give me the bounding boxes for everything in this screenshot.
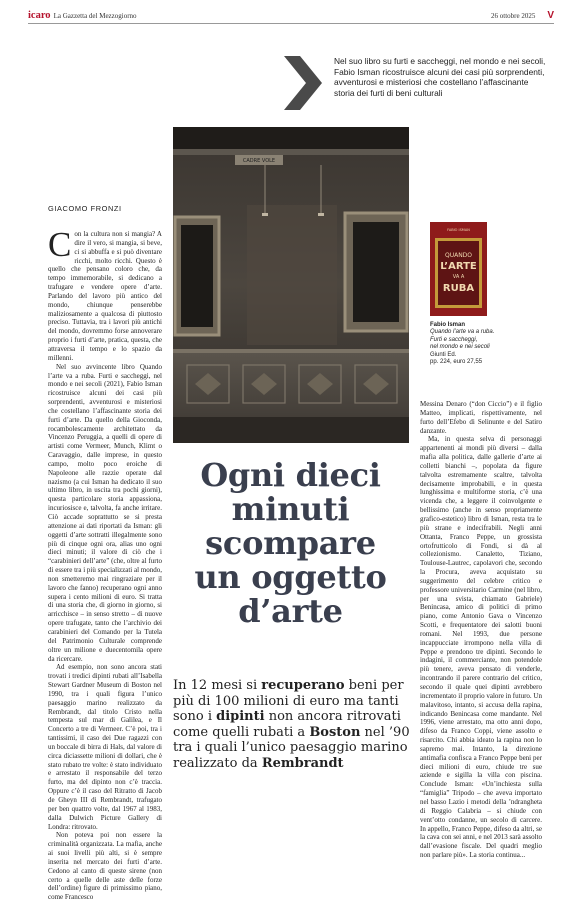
caption-publisher: Giunti Ed. (430, 351, 457, 358)
body-paragraph: Con la cultura non si mangia? A dire il vero, si mangia, si beve, ci si abbuffa e si può diventare ricchi, molto ricchi. Questo è quello che pensano coloro che, da tempo immemorabile, si dedicano a trafugare e vendere opere d’arte. Parlando del lavoro più antico del mondo, chiunque penserebbe maliziosamente a qualcosa di piuttosto preciso. Tuttavia, tra i lavori più antichi del mondo, dovremmo forse annoverare proprio i furti d’arte, pratica, questa, che attraversa il tempo e lo spazio da millenni. (48, 225, 162, 362)
body-column-3 (420, 400, 542, 860)
svg-text:VA A: VA A (452, 274, 465, 280)
standfirst: Nel suo libro su furti e saccheggi, nel mondo e nei secoli, Fabio Isman ricostruisce alcuni dei casi più sorprendenti, avventurosi e misteriosi che costellano l’affascinante storia dei furti di beni culturali (334, 56, 546, 98)
svg-text:QUANDO: QUANDO (444, 252, 473, 259)
svg-text:FABIO ISMAN: FABIO ISMAN (447, 228, 470, 232)
newspaper-logo: icaro (28, 10, 51, 21)
headline-line: scompare (205, 524, 376, 562)
book-caption (430, 322, 520, 366)
chevron-right-icon (284, 56, 322, 110)
headline-line: Ogni dieci (200, 456, 381, 494)
headline-line: d’arte (238, 592, 343, 630)
headline-line: un oggetto (194, 558, 387, 596)
page-header (28, 8, 554, 24)
drop-cap: C (48, 225, 72, 264)
caption-line: nel mondo e nei secoli (430, 344, 490, 351)
body-paragraph: Nel suo avvincente libro Quando l’arte va a ruba. Furti e saccheggi, nel mondo e nei secoli (2021), Fabio Isman ricostruisce alcuni dei casi più sorprendenti, avventurosi e misteriosi che costellano l’affascinante storia dei furti d’arte. Da quello della Gioconda, rocambolescamente architettato da Vincenzo Peruggia, a quelli di opere di artisti come Vermeer, Munch, Klimt o Caravaggio, dalle imprese, in questo campo, molto poco eroiche di Napoleone alle razzie operate dal nazismo (a cui Isman ha dedicato il suo ultimo libro, in uscita tra pochi giorni), questa particolare storia appassiona, incuriosisce e, talvolta, fa anche irritare. Ciò accade soprattutto se si presta attenzione ai dati riportati da Isman: gli oggetti d’arte sottratti illegalmente sono più di cinque ogni ora, alias uno ogni dieci minuti; il valore di ciò che i “carabinieri dell’arte” (che, oltre al furto di essere tra i più specializzati al mondo, non smetteremo mai ringraziare per il lavoro che fanno) recuperano ogni anno supera i cento milioni di euro. Si tratta di una storia che, di giorno in giorno, si arricchisce – in senso stretto – di nuove opere trafugate, tanto che l’archivio dei carabinieri del Comando per la Tutela del Patrimonio Culturale comprende oltre un milione e duecentomila opere da ricercare. (48, 362, 162, 663)
svg-text:L’ARTE: L’ARTE (440, 261, 477, 272)
issue-date: 26 ottobre 2025 (491, 11, 536, 20)
louvre-empty-wall-photo (173, 127, 409, 443)
svg-text:RUBA: RUBA (442, 283, 475, 294)
body-paragraph: Messina Denaro (“don Ciccio”) e il figlio Matteo, implicati, rispettivamente, nel furto dell’Efebo di Selinunte e del Satiro danzante. (420, 400, 542, 435)
body-paragraph: Non poteva poi non essere la criminalità organizzata. La mafia, anche ai suoi livelli più alti, si è sempre inserita nel mercato dei furti d’arte. Cedono al canto di queste sirene (non certo a quelle delle aste delle forze dell’ordine) figure di primissimo piano, come Francesco (48, 831, 162, 902)
article-headline (173, 458, 408, 628)
caption-author: Fabio Isman (430, 322, 466, 328)
book-cover-image (430, 222, 487, 316)
body-paragraph: Ad esempio, non sono ancora stati trovati i tredici dipinti rubati all’Isabella Stewart Gardner Museum di Boston nel 1990, tra i quali figura l’unico paesaggio marino realizzato da Rembrandt, dal titolo Cristo nella tempesta sul mar di Galilea, e Il Concerto a tre di Vermeer. C’è poi, tra i tantissimi, il caso dei Due ragazzi con un boccale di birra di Hals, dal valore di circa diciassette milioni di dollari, che è stato rubato tre volte: è stato individuato e arrestato il responsabile del terzo furto, ma del dipinto non c’è traccia. Oppure c’è il caso del Ritratto di Jacob de Gheyn III di Rembrandt, trafugato per ben quattro volte, dal 1967 al 1983, dalla Dulwich Picture Gallery di Londra: ritrovato. (48, 663, 162, 831)
plaque-text: CADRE VOLE (242, 158, 276, 164)
caption-line: Furti e saccheggi, (430, 336, 478, 343)
section-letter: V (547, 10, 554, 21)
caption-line: Quando l’arte va a ruba. (430, 329, 495, 336)
author-byline: GIACOMO FRONZI (48, 204, 122, 213)
body-paragraph: Ma, in questa selva di personaggi appartenenti ai mondi più diversi – dalla mafia alla politica, dalle gallerie d’arte ai colletti bianchi –, popolata da figure talvolta estremamente scaltre, talvolta decisamente improbabili, e in questa lunghissima e multiforme storia, c’è una vicenda che, a leggere il coinvolgente e bellissimo (anche in senso propriamente grafico-estetico) libro di Isman, resta tra le più strane e indecifrabili. Negli anni Ottanta, Franco Peppe, un grossista ortofrutticolo di Fondi, si dà al collezionismo. Canaletto, Tiziano, Toulouse-Lautrec, capolavori che, secondo la Procura, aveva acquistato su suggerimento del celebre critico e professore universitario Carmine (nel libro, per una svista, chiamato Gabriele) Benincasa, amico di politici di primo piano, come Antonio Gava o Vincenzo Scotti, e frequentatore dei salotti buoni romani. Nel 1993, due persone incappucciate irrompono nella villa di Peppe e prendono tre dipinti. Secondo le indagini, il commerciante, non potendole più tenere, aveva pensato di venderle, incontrando il parere contrario del critico, secondo il quale quei dipinti avrebbero incrementato il proprio valore in futuro. Un malavitoso, intanto, si accusa della rapina, indicando Benincasa come mandante. Nel 1996, viene arrestato, ma otto anni dopo, difeso da Franco Coppi, viene assolto e risarcito. Chi abbia ideato la rapina non lo sapremo mai. Intanto, la direzione antimafia confisca a Franco Peppe beni per dieci milioni di euro, chiude tre sue aziende e sigilla la villa con piscina. Conclude Isman: «Un’inchiesta sulla “famiglia” Tripodo – che aveva importato nel basso Lazio i metodi della ’ndrangheta di Reggio Calabria – si chiude con vent’otto condanne, un secolo di carcere. In appello, Franco Peppe, difeso da altri, se la cava con sei anni, e nel 2013 sarà assolto dall’evasione fiscale. Del quadri meglio non parlare più». La storia continua... (420, 435, 542, 860)
newspaper-name: La Gazzetta del Mezzogiorno (53, 11, 137, 20)
body-column-1 (48, 225, 162, 902)
caption-price: pp. 224, euro 27,55 (430, 359, 483, 366)
headline-line: minuti (231, 490, 350, 528)
article-summary: In 12 mesi si recuperano beni per più di 100 milioni di euro ma tanti sono i dipinti non ancora ritrovati come quelli rubati a Boston nel ’90 tra i quali l’unico paesaggio marino realizzato da Rembrandt (173, 678, 410, 771)
